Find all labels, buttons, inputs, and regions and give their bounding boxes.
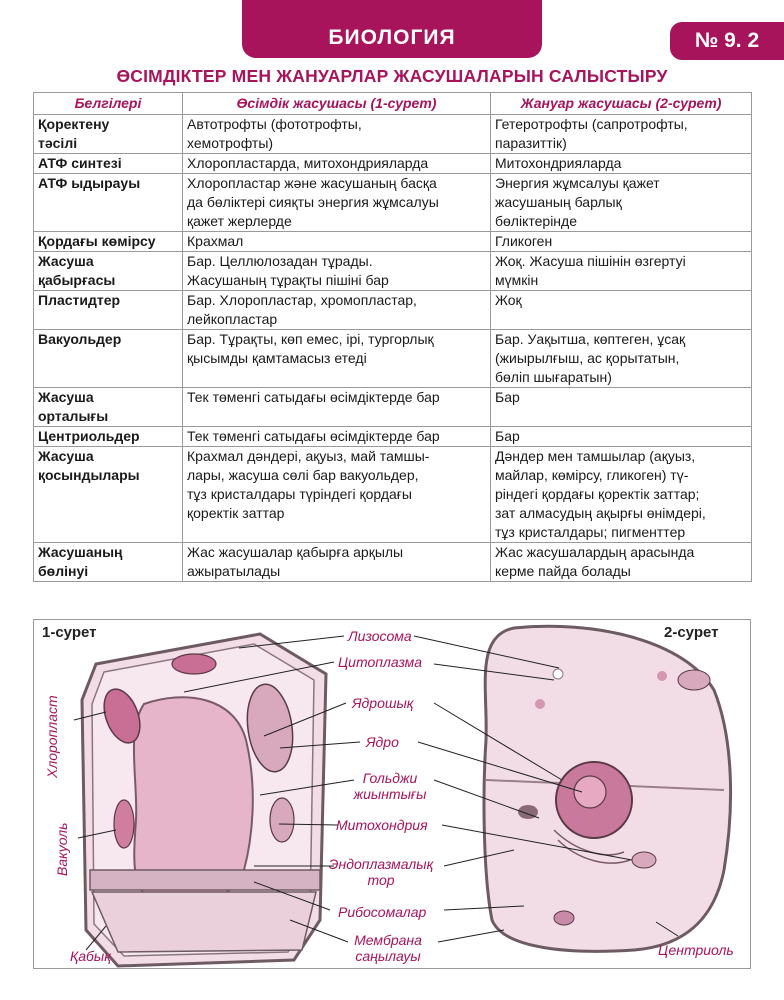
- animal-cell-line: бөліктерінде: [495, 213, 577, 229]
- feature-cell-line: АТФ ыдырауы: [38, 175, 141, 191]
- feature-cell: [34, 388, 183, 427]
- feature-cell-line: Вакуольдер: [38, 331, 122, 347]
- animal-cell: [491, 115, 752, 154]
- animal-cell-line: зат алмасудың ақырғы өнімдері,: [495, 505, 706, 521]
- animal-cell-line: керме пайда болады: [495, 563, 631, 579]
- table-row: [34, 252, 752, 291]
- plant-cell: [183, 154, 491, 174]
- feature-cell-line: Жасуша: [38, 389, 94, 405]
- animal-cell: [491, 330, 752, 388]
- table-header-row: [34, 93, 752, 115]
- plant-cell: [183, 388, 491, 427]
- feature-cell-line: қабырғасы: [38, 272, 116, 288]
- label-mitochondrion: Митохондрия: [336, 817, 428, 833]
- animal-cell: [491, 154, 752, 174]
- table-row: [34, 330, 752, 388]
- plant-cell: [183, 252, 491, 291]
- plant-cell-line: Крахмал: [187, 233, 244, 249]
- label-cytoplasm: Цитоплазма: [338, 654, 423, 670]
- feature-cell: [34, 174, 183, 232]
- animal-cell-line: Гетеротрофты (сапротрофты,: [495, 116, 688, 132]
- table-row: [34, 154, 752, 174]
- animal-cell: [491, 427, 752, 447]
- plant-cell: [183, 174, 491, 232]
- plant-cell-line: Тек төменгі сатыдағы өсімдіктерде бар: [187, 389, 440, 405]
- animal-cell-line: Митохондрияларда: [495, 155, 622, 171]
- plant-cell-line: Хлоропластарда, митохондрияларда: [187, 155, 429, 171]
- animal-cell-line: жасушаның барлық: [495, 194, 622, 210]
- table-row: [34, 174, 752, 232]
- animal-cell-line: Бар. Уақытша, көптеген, ұсақ: [495, 331, 686, 347]
- plant-cell-line: Бар. Хлоропластар, хромопластар,: [187, 292, 417, 308]
- animal-cell-line: Дәндер мен тамшылар (ақуыз,: [495, 448, 696, 464]
- feature-cell: [34, 232, 183, 252]
- feature-cell: [34, 427, 183, 447]
- table-row: [34, 115, 752, 154]
- plant-cell-line: Автотрофты (фототрофты,: [187, 116, 362, 132]
- plant-cell-line: Тек төменгі сатыдағы өсімдіктерде бар: [187, 428, 440, 444]
- figure-1-label: 1-сурет: [42, 624, 97, 641]
- animal-cell-line: Жоқ. Жасуша пішінін өзгертуі: [495, 253, 686, 269]
- plant-cell: [183, 330, 491, 388]
- animal-cell: [491, 291, 752, 330]
- feature-cell-line: Пластидтер: [38, 292, 121, 308]
- label-cell-wall: Қабық: [70, 948, 111, 964]
- feature-cell-line: бөлінуі: [38, 563, 89, 579]
- animal-cell: [491, 543, 752, 582]
- feature-cell-line: Жасушаның: [38, 544, 123, 560]
- animal-cell-line: тұз кристалдары; пигменттер: [495, 524, 686, 540]
- plant-cell: [183, 291, 491, 330]
- animal-cell: [491, 447, 752, 543]
- animal-cell-line: майлар, көмірсу, гликоген) тү-: [495, 467, 689, 483]
- animal-cell: [491, 174, 752, 232]
- plant-cell: [183, 232, 491, 252]
- feature-cell-line: Қордағы көмірсу: [38, 233, 156, 249]
- plant-cell-line: қоректік заттар: [187, 505, 285, 521]
- plant-cell-line: қысымды қамтамасыз етеді: [187, 350, 367, 366]
- animal-cell-drawing: [484, 626, 731, 951]
- label-golgi: Гольджи жиынтығы: [353, 770, 427, 802]
- plant-cell: [183, 427, 491, 447]
- table-row: [34, 388, 752, 427]
- table-row: [34, 291, 752, 330]
- feature-cell-line: АТФ синтезі: [38, 155, 122, 171]
- animal-cell-line: мүмкін: [495, 272, 539, 288]
- feature-cell: [34, 543, 183, 582]
- page-title: ӨСІМДІКТЕР МЕН ЖАНУАРЛАР ЖАСУШАЛАРЫН САЛЫСТЫРУ: [116, 66, 668, 86]
- feature-cell: [34, 447, 183, 543]
- plant-cell-line: Бар. Целлюлозадан тұрады.: [187, 253, 373, 269]
- plant-cell-line: қажет жерлерде: [187, 213, 292, 229]
- table-row: [34, 543, 752, 582]
- comparison-table: [33, 92, 752, 582]
- animal-cell-line: (жиырылғыш, ас қорытатын,: [495, 350, 680, 366]
- label-nucleus: Ядро: [366, 734, 399, 750]
- plant-cell-line: Хлоропластар және жасушаның басқа: [187, 175, 437, 191]
- plant-cell-line: Бар. Тұрақты, көп емес, ірі, тургорлық: [187, 331, 434, 347]
- animal-cell-line: Гликоген: [495, 233, 553, 249]
- feature-cell-line: тәсілі: [38, 135, 78, 151]
- animal-cell-line: паразиттік): [495, 135, 567, 151]
- label-centriole: Центриоль: [658, 942, 734, 958]
- plant-cell-line: Жас жасушалар қабырға арқылы: [187, 544, 404, 560]
- animal-cell-line: Бар: [495, 389, 520, 405]
- animal-cell-line: Бар: [495, 428, 520, 444]
- feature-cell: [34, 291, 183, 330]
- plant-cell-line: Крахмал дәндері, ақуыз, май тамшы-: [187, 448, 430, 464]
- feature-cell: [34, 154, 183, 174]
- plant-cell-line: да бөліктері сияқты энергия жұмсалуы: [187, 194, 439, 210]
- label-er: Эндоплазмалық тор: [328, 856, 434, 888]
- plant-cell-drawing: [82, 634, 326, 966]
- subject-header: БИОЛОГИЯ: [242, 0, 542, 58]
- feature-cell-line: қосындылары: [38, 467, 140, 483]
- feature-cell-line: орталығы: [38, 408, 109, 424]
- header-features: Белгілері: [34, 93, 183, 115]
- plant-cell: [183, 543, 491, 582]
- table-row: [34, 232, 752, 252]
- plant-cell-line: лейкопластар: [187, 311, 278, 327]
- feature-cell: [34, 252, 183, 291]
- animal-cell: [491, 388, 752, 427]
- cell-illustration: [33, 619, 751, 969]
- feature-cell-line: Жасуша: [38, 448, 94, 464]
- plant-cell-line: лары, жасуша сөлі бар вакуольдер,: [187, 467, 419, 483]
- plant-cell-line: хемотрофты): [187, 135, 274, 151]
- table-row: [34, 447, 752, 543]
- animal-cell: [491, 252, 752, 291]
- table-row: [34, 427, 752, 447]
- label-chloroplast: Хлоропласт: [44, 695, 60, 778]
- animal-cell-line: Жас жасушалардың арасында: [495, 544, 695, 560]
- feature-cell-line: Центриольдер: [38, 428, 140, 444]
- feature-cell: [34, 330, 183, 388]
- animal-cell-line: Жоқ: [495, 292, 522, 308]
- plant-cell-line: Жасушаның тұрақты пішіні бар: [187, 272, 389, 288]
- label-vacuole: Вакуоль: [54, 822, 70, 876]
- label-lysosome: Лизосома: [348, 628, 412, 644]
- page-number-badge: № 9. 2: [670, 22, 784, 60]
- feature-cell-line: Қоректену: [38, 116, 110, 132]
- header-animal-cell: Жануар жасушасы (2-сурет): [491, 93, 752, 115]
- plant-cell-line: тұз кристалдары түріндегі қордағы: [187, 486, 412, 502]
- plant-cell: [183, 115, 491, 154]
- animal-cell-line: бөліп шығаратын): [495, 369, 612, 385]
- header-plant-cell: Өсімдік жасушасы (1-сурет): [183, 93, 491, 115]
- plant-cell: [183, 447, 491, 543]
- animal-cell: [491, 232, 752, 252]
- plant-cell-line: ажыратылады: [187, 563, 281, 579]
- figure-2-label: 2-сурет: [664, 624, 719, 641]
- feature-cell-line: Жасуша: [38, 253, 94, 269]
- label-nucleolus: Ядрошық: [352, 695, 414, 711]
- label-ribosomes: Рибосомалар: [338, 904, 427, 920]
- feature-cell: [34, 115, 183, 154]
- animal-cell-line: Энергия жұмсалуы қажет: [495, 175, 660, 191]
- label-membrane-pore: Мембрана саңылауы: [354, 932, 422, 964]
- animal-cell-line: ріндегі қордағы қоректік заттар;: [495, 486, 700, 502]
